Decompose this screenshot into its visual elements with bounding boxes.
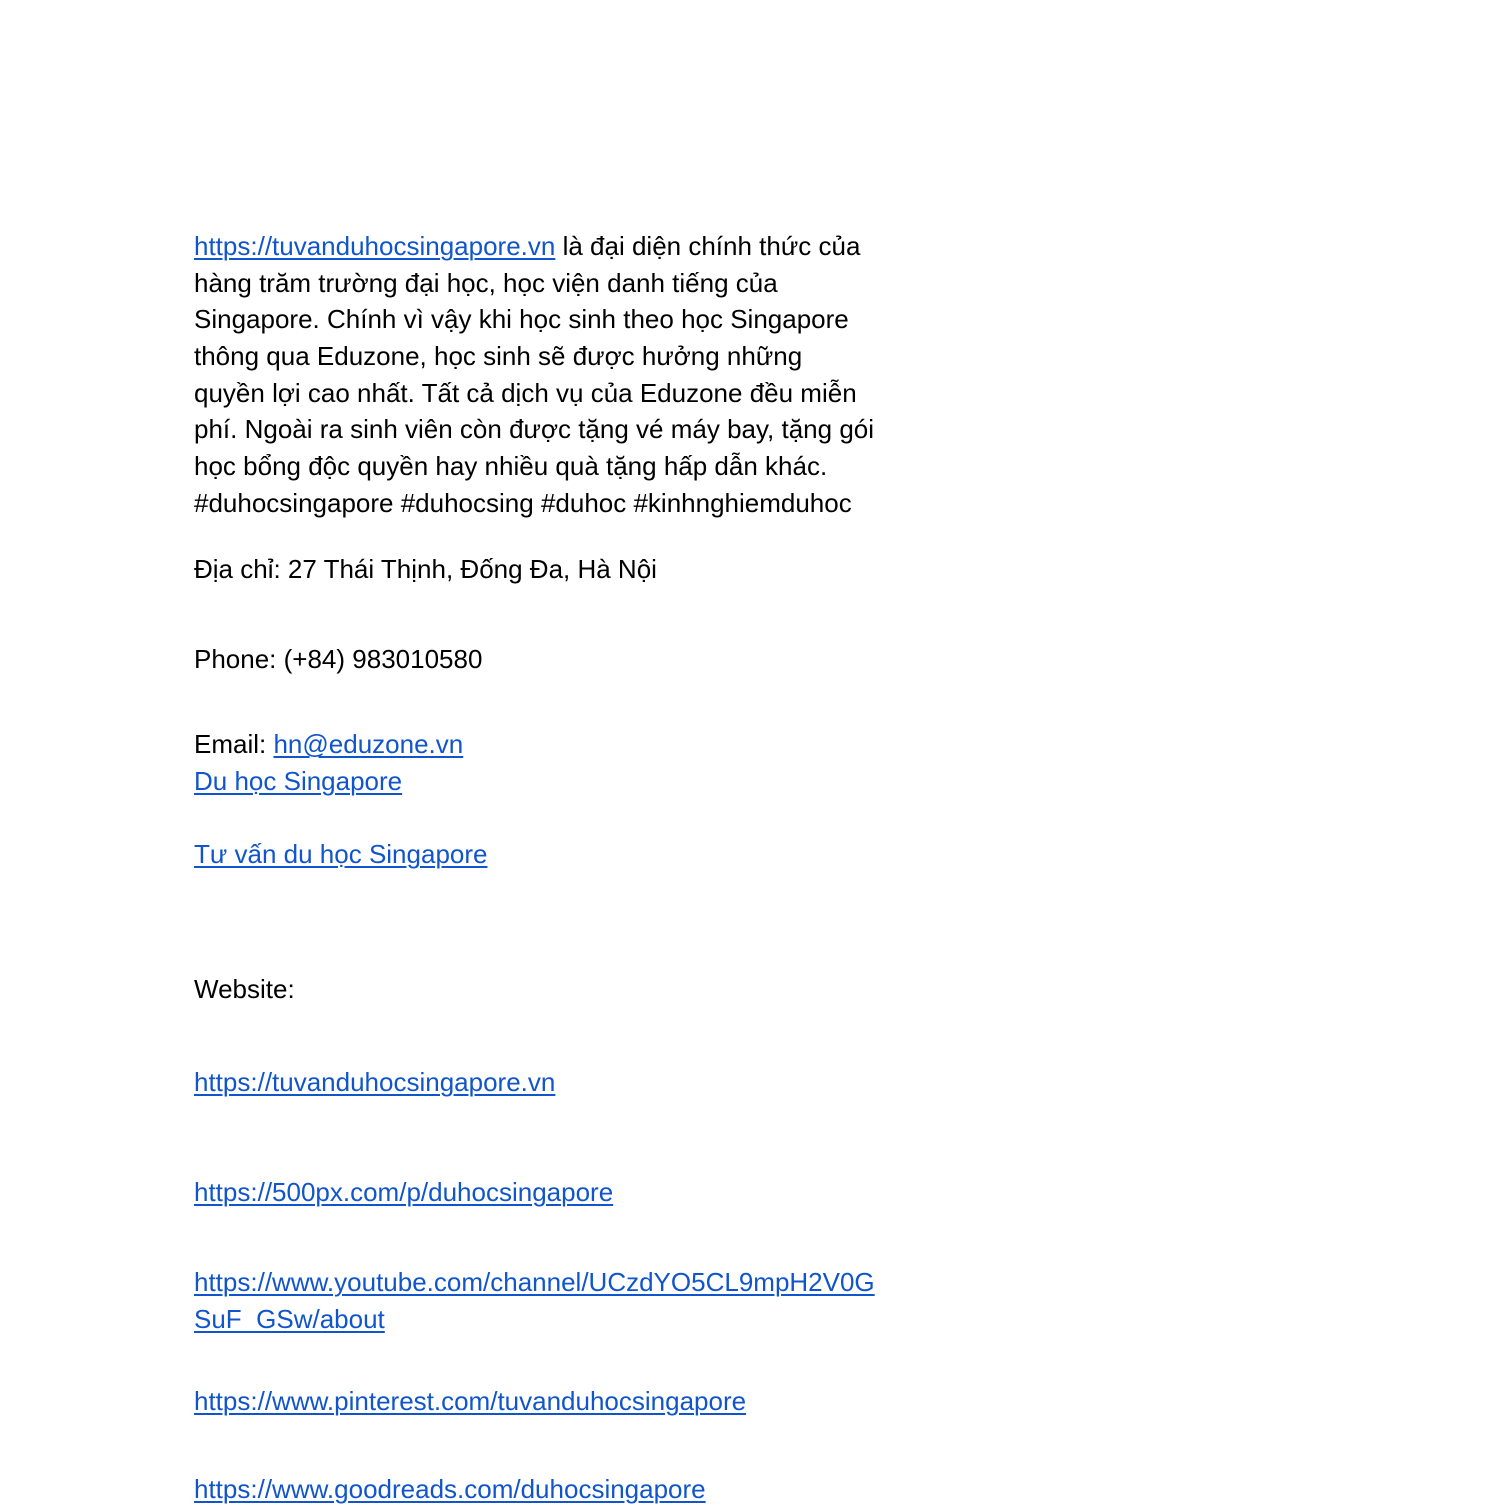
intro-line-7: học bổng độc quyền hay nhiều quà tặng hấp dẫn khác. bbox=[194, 451, 828, 482]
website-link-row-1 bbox=[194, 1064, 555, 1101]
intro-text: là đại diện chính thức của bbox=[555, 231, 861, 261]
goodreads-link[interactable]: https://www.goodreads.com/duhocsingapore bbox=[194, 1474, 706, 1504]
phone: Phone: (+84) 983010580 bbox=[194, 644, 483, 674]
500px-link[interactable]: https://500px.com/p/duhocsingapore bbox=[194, 1177, 614, 1207]
intro-paragraph bbox=[194, 228, 874, 522]
intro-line-5: quyền lợi cao nhất. Tất cả dịch vụ của Eduzone đều miễn bbox=[194, 377, 857, 408]
youtube-link[interactable]: https://www.youtube.com/channel/UCzdYO5CL9mpH2V0G bbox=[194, 1267, 875, 1297]
email-line bbox=[194, 726, 463, 763]
tu-van-du-hoc-link[interactable]: Tư vấn du học Singapore bbox=[194, 839, 488, 869]
website-link-row-4 bbox=[194, 1383, 746, 1420]
email-label: Email: bbox=[194, 729, 274, 759]
website-link-row-3 bbox=[194, 1264, 875, 1337]
intro-line-2: hàng trăm trường đại học, học viện danh tiếng của bbox=[194, 267, 778, 298]
youtube-link-line-1 bbox=[194, 1264, 875, 1301]
website-link-row-5 bbox=[194, 1471, 706, 1508]
intro-line-1 bbox=[194, 228, 874, 265]
intro-line-4: thông qua Eduzone, học sinh sẽ được hưởng những bbox=[194, 341, 803, 372]
youtube-link-line-2 bbox=[194, 1301, 875, 1338]
hashtags-line: #duhocsingapore #duhocsing #duhoc #kinhnghiemduhoc bbox=[194, 487, 852, 518]
study-link-line bbox=[194, 763, 463, 800]
website-label: Website: bbox=[194, 974, 295, 1004]
address: Địa chỉ: 27 Thái Thịnh, Đống Đa, Hà Nội bbox=[194, 554, 657, 584]
pinterest-link[interactable]: https://www.pinterest.com/tuvanduhocsingapore bbox=[194, 1386, 747, 1416]
intro-line-3: Singapore. Chính vì vậy khi học sinh theo học Singapore bbox=[194, 304, 849, 335]
email-link[interactable]: hn@eduzone.vn bbox=[273, 729, 464, 759]
advice-link-line bbox=[194, 836, 487, 873]
intro-website-link[interactable]: https://tuvanduhocsingapore.vn bbox=[194, 231, 556, 261]
website-link-row-2 bbox=[194, 1174, 613, 1211]
intro-line-6: phí. Ngoài ra sinh viên còn được tặng vé máy bay, tặng gói bbox=[194, 414, 875, 445]
youtube-link-continued[interactable]: SuF_GSw/about bbox=[194, 1303, 385, 1334]
tuvanduhoc-link[interactable]: https://tuvanduhocsingapore.vn bbox=[194, 1067, 556, 1097]
email-block bbox=[194, 726, 463, 799]
du-hoc-singapore-link[interactable]: Du học Singapore bbox=[194, 765, 403, 796]
